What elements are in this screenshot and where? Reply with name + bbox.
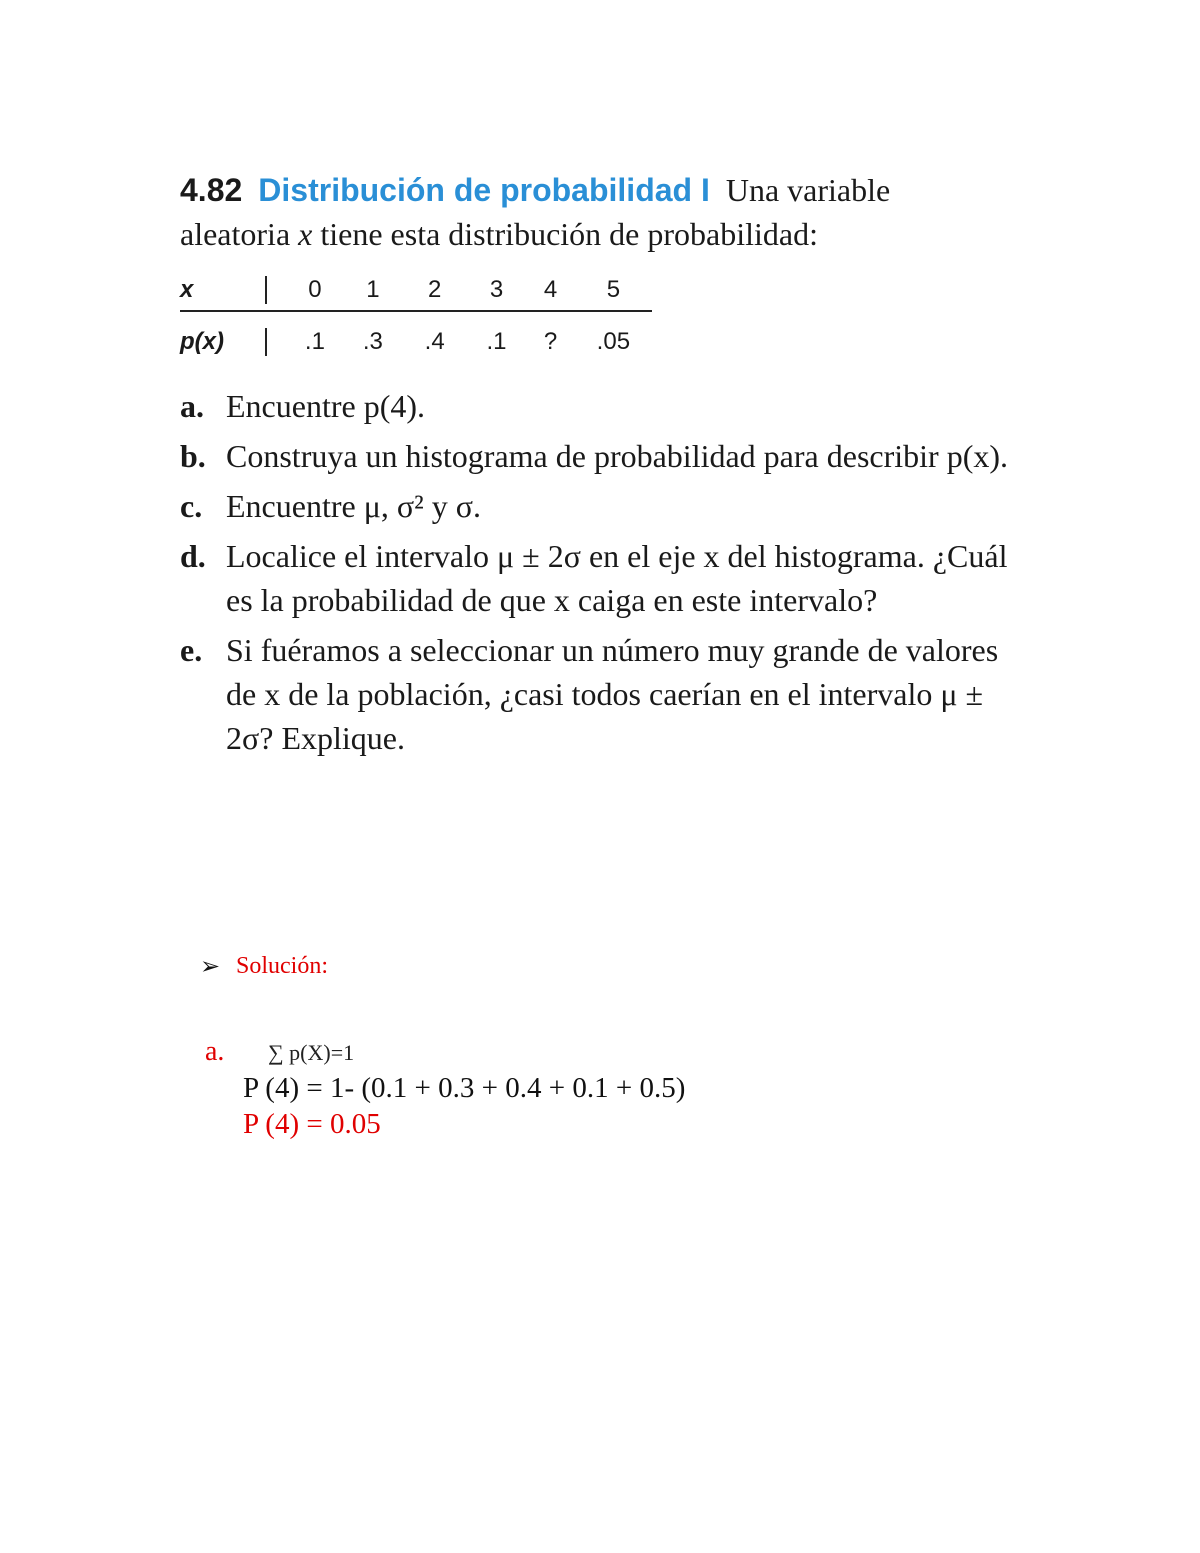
column-divider: [265, 328, 267, 356]
answer-letter: a.: [205, 1036, 225, 1067]
question-text: Encuentre μ, σ² y σ.: [226, 488, 481, 524]
result: P (4) = 0.05: [243, 1108, 381, 1140]
x-value: 2: [428, 276, 442, 303]
x-value: 5: [606, 276, 621, 303]
p-value: ?: [543, 328, 558, 355]
distribution-table: [180, 270, 652, 372]
question-letter: e.: [180, 632, 203, 668]
problem-title: Distribución de probabilidad I: [258, 172, 710, 208]
solution-label: Solución:: [236, 953, 329, 979]
question-letter: a.: [180, 388, 204, 424]
x-value: 0: [308, 276, 322, 303]
answer-a-line: [205, 1034, 354, 1071]
px-label: p(x): [180, 328, 224, 355]
question-text: Construya un histograma de probabilidad para describir p(x).: [226, 438, 1008, 474]
arrow-bullet-icon: ➢: [200, 954, 221, 980]
calculation: P (4) = 1- (0.1 + 0.3 + 0.4 + 0.1 + 0.5): [243, 1072, 686, 1104]
problem-intro-2: aleatoria: [180, 216, 291, 252]
p-value: .1: [486, 328, 507, 355]
table-row-x: [180, 270, 652, 312]
p-value: .05: [596, 328, 631, 355]
problem-intro-1: Una variable: [725, 172, 891, 208]
question-d: [180, 534, 1010, 622]
question-letter: b.: [180, 438, 206, 474]
problem-heading: [180, 168, 1000, 256]
question-a: [180, 384, 1010, 428]
x-label: x: [180, 276, 194, 303]
x-value: 4: [543, 276, 558, 303]
problem-intro-var: x: [298, 216, 313, 252]
question-letter: c.: [180, 488, 203, 524]
question-list: [180, 384, 1010, 766]
solution-heading: [200, 952, 328, 981]
p-value: .1: [304, 328, 325, 355]
question-b: [180, 434, 1010, 478]
column-divider: [265, 276, 267, 304]
table-row-px: [180, 312, 652, 372]
p-value: .3: [362, 328, 383, 355]
question-text: Localice el intervalo μ ± 2σ en el eje x del histograma. ¿Cuál es la probabilidad de que x caiga en este intervalo?: [226, 538, 1008, 618]
question-text: Si fuéramos a seleccionar un número muy grande de valores de x de la población, ¿casi todos caerían en el intervalo μ ± 2σ? Explique.: [226, 632, 999, 756]
x-value: 1: [366, 276, 380, 303]
p-value: .4: [424, 328, 445, 355]
question-letter: d.: [180, 538, 206, 574]
sum-formula: ∑ p(X)=1: [268, 1040, 355, 1065]
question-text: Encuentre p(4).: [226, 388, 426, 424]
problem-intro-3: tiene esta distribución de probabilidad:: [320, 216, 818, 252]
x-value: 3: [489, 276, 504, 303]
problem-number: 4.82: [180, 172, 243, 208]
question-c: [180, 484, 1010, 528]
question-e: [180, 628, 1010, 760]
